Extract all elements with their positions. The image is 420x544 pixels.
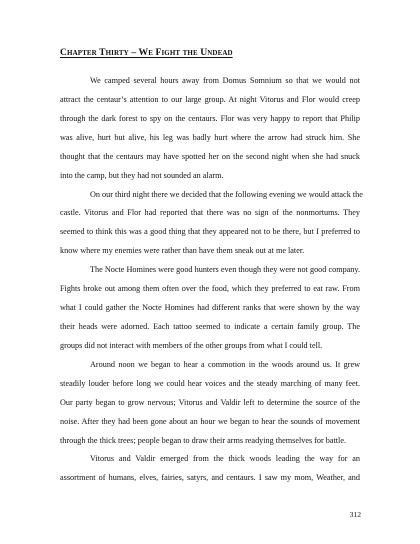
text-line: through the dark forest to spy on the centaurs. Flor was very happy to report that Philip (60, 113, 360, 123)
body-text (60, 72, 363, 488)
text-line: Vitorus and Valdir emerged from the thick woods leading the way for an (90, 454, 360, 464)
text-line: The Nocte Homines were good hunters even though they were not good company. (90, 265, 360, 275)
text-line: assortment of humans, elves, fairies, satyrs, and centaurs. I saw my mom, Weather, and (60, 473, 360, 483)
text-line: seemed to think this was a good thing that they appeared not to be there, but I preferred to (60, 227, 360, 237)
text-line: thought that the centaurs may have spotted her on the second night when she had snuck (60, 151, 360, 161)
text-line: through the thick trees; people began to draw their arms readying themselves for battle. (60, 435, 347, 445)
text-line: noise. After they had been gone about an hour we began to hear the sounds of movement (60, 416, 360, 426)
text-line: castle. Vitorus and Flor had reported that there was no sign of the nonmortums. They (60, 208, 360, 218)
text-line: what I could gather the Nocte Homines had different ranks that were shown by the way (60, 303, 360, 313)
text-line: Fights broke out among them often over the food, which they preferred to eat raw. From (60, 284, 360, 294)
chapter-heading: Chapter Thirty – We Fight the Undead (60, 47, 233, 58)
text-line: know where my enemies were rather than have them sneak out at me later. (60, 246, 305, 256)
text-line: their heads were adorned. Each tattoo seemed to indicate a certain family group. The (60, 321, 360, 331)
text-line: attract the centaur’s attention to our large group. At night Vitorus and Flor would creep (60, 94, 360, 104)
text-line: Around noon we began to hear a commotion in the woods around us. It grew (90, 359, 360, 369)
text-line: steadily louder before long we could hear voices and the steady marching of many feet. (60, 378, 360, 388)
text-line: Our party began to grow nervous; Vitorus and Valdir left to determine the source of the (60, 397, 360, 407)
text-line: We camped several hours away from Domus Somnium so that we would not (90, 76, 360, 85)
text-line: groups did not interact with members of the other groups from what I could tell. (60, 340, 323, 350)
text-line: into the camp, but they had not sounded an alarm. (60, 170, 224, 180)
page-number: 312 (349, 510, 361, 519)
text-line: On our third night there we decided that the following evening we would attack the (90, 189, 363, 199)
text-line: was alive, hurt but alive, his leg was badly hurt where the arrow had struck him. She (60, 132, 360, 142)
